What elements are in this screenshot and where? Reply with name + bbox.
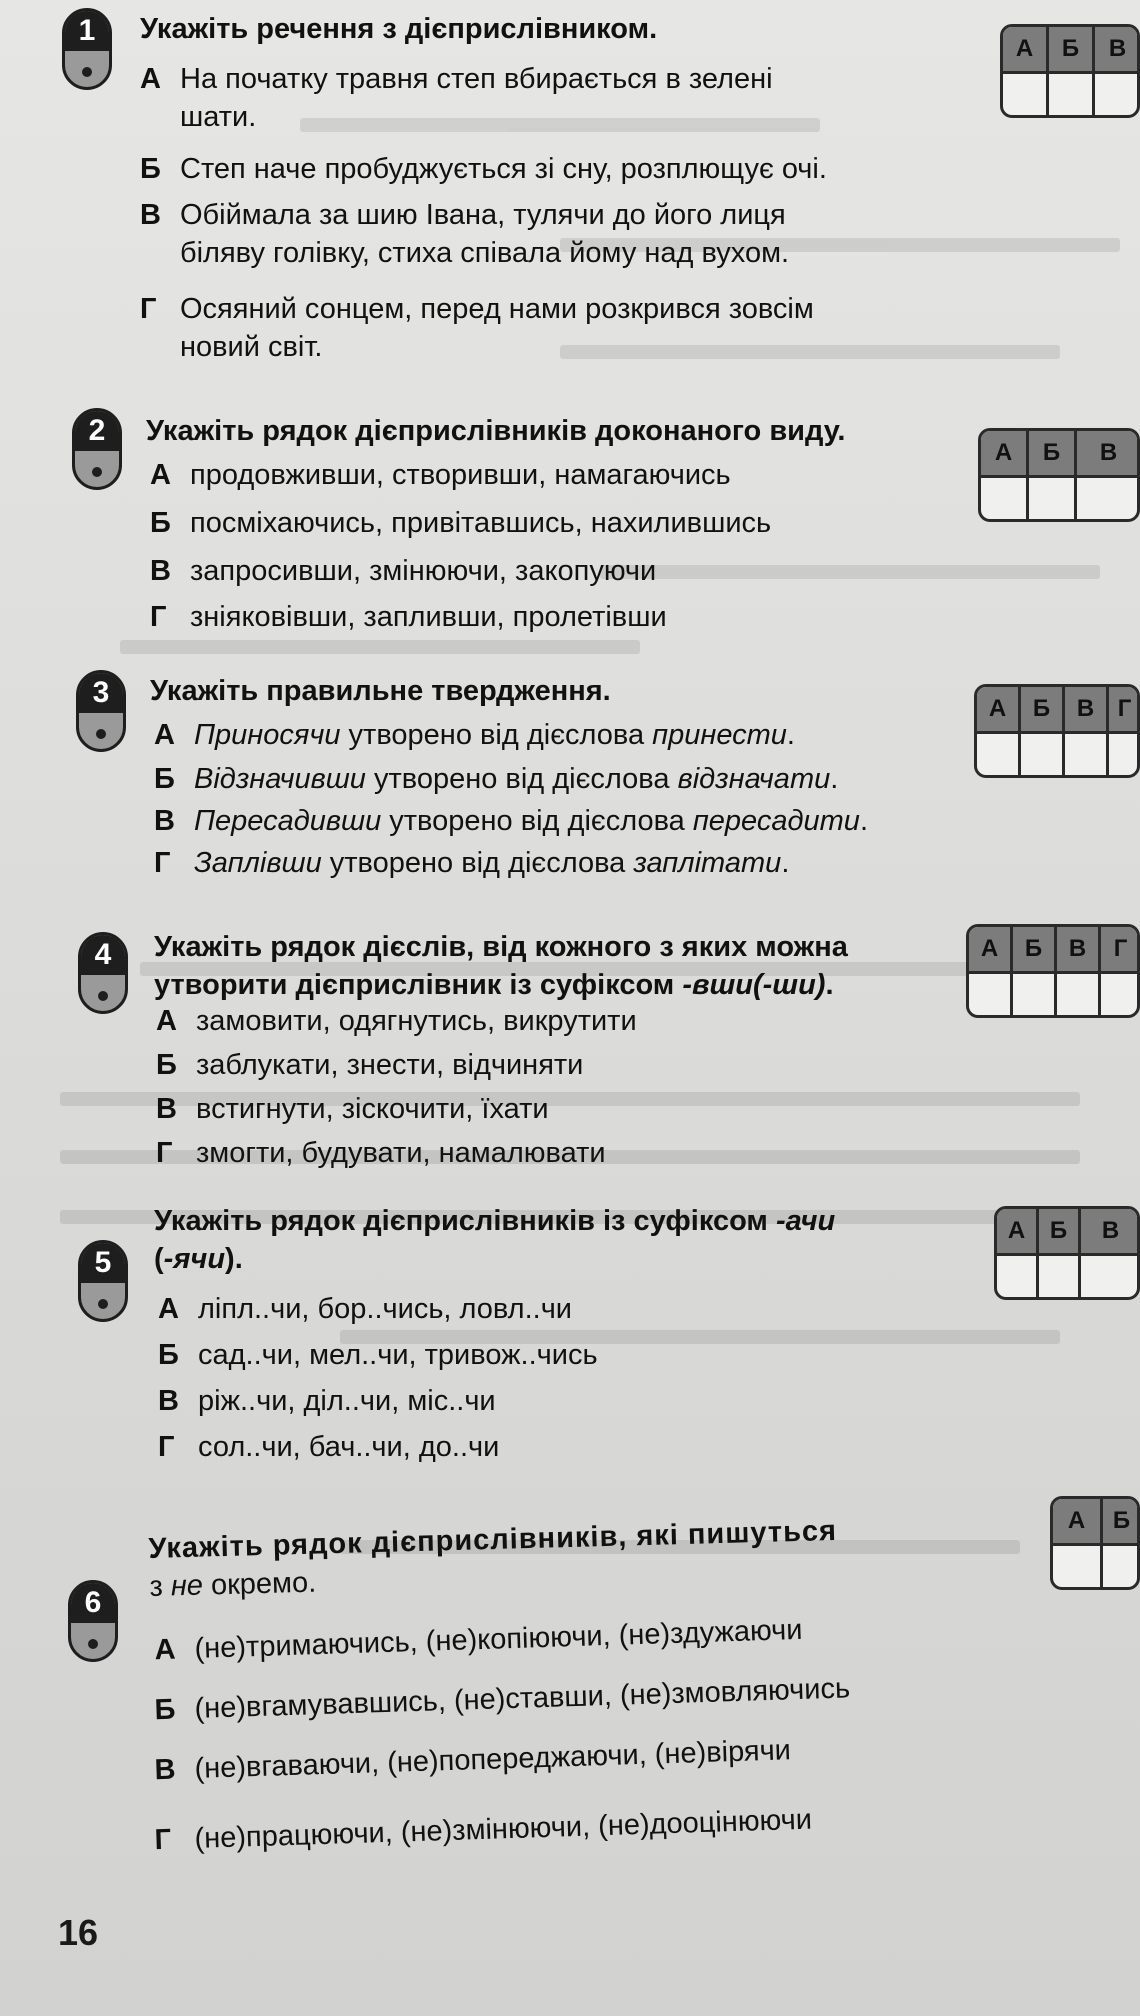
option-letter: Г	[154, 847, 171, 879]
answer-cell[interactable]	[1021, 731, 1065, 775]
question-text-line: Укажіть рядок дієслів, від кожного з яких можна	[154, 931, 848, 963]
answer-cell[interactable]	[1077, 475, 1140, 519]
question-text-end: окремо.	[202, 1566, 317, 1602]
option-a[interactable]	[156, 1002, 637, 1040]
option-text-line: новий світ.	[180, 331, 323, 363]
option-b[interactable]	[154, 760, 839, 798]
question-number-badge	[76, 670, 126, 752]
answer-grid-header: А	[981, 431, 1029, 475]
answer-cell[interactable]	[1053, 1543, 1103, 1587]
option-g[interactable]	[154, 844, 790, 882]
option-letter: Г	[154, 1823, 172, 1857]
option-text-line: заблукати, знести, відчиняти	[196, 1049, 584, 1081]
option-letter: Б	[150, 507, 171, 539]
question-text-part: з	[149, 1570, 172, 1603]
question-number: 2	[75, 411, 119, 451]
badge-dot-icon	[98, 1299, 108, 1309]
option-v[interactable]	[154, 802, 868, 840]
option-word: Приносячи	[194, 719, 341, 751]
option-a[interactable]	[154, 1611, 803, 1668]
option-text: утворено від дієслова	[340, 719, 653, 751]
badge-dot-icon	[96, 729, 106, 739]
option-v[interactable]	[156, 1090, 549, 1128]
option-text-line: ріж..чи, діл..чи, міс..чи	[198, 1385, 496, 1417]
answer-cell[interactable]	[981, 475, 1029, 519]
option-b[interactable]	[156, 1046, 584, 1084]
option-letter: Б	[154, 763, 175, 795]
answer-cell[interactable]	[1109, 731, 1140, 775]
question-number-badge	[72, 408, 122, 490]
question-text	[154, 928, 848, 1004]
option-g[interactable]	[150, 598, 667, 636]
option-text-line: (не)вгаваючи, (не)попереджаючи, (не)вірячи	[194, 1734, 792, 1785]
option-letter: А	[140, 63, 161, 95]
option-v[interactable]	[140, 196, 790, 272]
option-letter: Г	[158, 1431, 175, 1463]
answer-grid	[994, 1206, 1140, 1300]
option-g[interactable]	[154, 1801, 813, 1858]
option-end: .	[781, 847, 790, 879]
question-text	[148, 1512, 838, 1606]
option-letter: А	[154, 719, 175, 751]
question-text-part: Укажіть рядок дієприслівників із суфіксом	[154, 1205, 776, 1237]
option-a[interactable]	[150, 456, 731, 494]
option-word: Пересадивши	[194, 805, 382, 837]
answer-grid-header: Б	[1021, 687, 1065, 731]
answer-grid-header: В	[1077, 431, 1140, 475]
answer-cell[interactable]	[1039, 1253, 1081, 1297]
option-text-line: сад..чи, мел..чи, тривож..чись	[198, 1339, 598, 1371]
option-letter: В	[156, 1093, 177, 1125]
question-number-badge	[68, 1580, 118, 1662]
option-text-line: Обіймала за шию Івана, тулячи до його лиця	[180, 199, 786, 231]
option-letter: А	[154, 1633, 177, 1667]
answer-cell[interactable]	[1103, 1543, 1140, 1587]
question-text	[154, 1202, 835, 1278]
answer-grid	[978, 428, 1140, 522]
option-text-line: запросивши, змінюючи, закопуючи	[190, 555, 657, 587]
option-text-line: (не)працюючи, (не)змінюючи, (не)дооцінюючи	[194, 1803, 813, 1855]
option-text-line: продовживши, створивши, намагаючись	[190, 459, 731, 491]
answer-cell[interactable]	[1029, 475, 1077, 519]
badge-dot-icon	[98, 991, 108, 1001]
question-number: 4	[81, 935, 125, 975]
option-letter: Г	[140, 293, 157, 325]
badge-dot-icon	[92, 467, 102, 477]
option-g[interactable]	[156, 1134, 606, 1172]
answer-cell[interactable]	[1101, 971, 1140, 1015]
question-number-badge	[78, 932, 128, 1014]
option-text-line: (не)вгамувавшись, (не)ставши, (не)змовляючись	[194, 1672, 851, 1725]
option-b[interactable]	[140, 150, 827, 188]
option-letter: Г	[156, 1137, 173, 1169]
question-text-line	[154, 1202, 835, 1240]
answer-cell[interactable]	[997, 1253, 1039, 1297]
answer-cell[interactable]	[977, 731, 1021, 775]
option-g[interactable]	[140, 290, 814, 366]
answer-grid	[1050, 1496, 1140, 1590]
question-text-end: ).	[225, 1243, 243, 1275]
option-a[interactable]	[140, 60, 773, 136]
option-b[interactable]	[154, 1669, 851, 1728]
suffix: -вши(-ши)	[682, 969, 826, 1001]
option-verb: відзначати	[677, 763, 831, 795]
question-number: 6	[71, 1583, 115, 1623]
option-word: Відзначивши	[194, 763, 366, 795]
option-text-line: (не)тримаючись, (не)копіюючи, (не)здужаючи	[194, 1613, 803, 1665]
option-text: утворено від дієслова	[321, 847, 634, 879]
answer-cell[interactable]	[1095, 71, 1140, 115]
question-number: 5	[81, 1243, 125, 1283]
question-number-badge	[62, 8, 112, 90]
question-number: 1	[65, 11, 109, 51]
option-word: Заплівши	[194, 847, 322, 879]
question-text-part: утворити дієприслівник із суфіксом	[154, 969, 683, 1001]
badge-dot-icon	[82, 67, 92, 77]
answer-cell[interactable]	[1013, 971, 1057, 1015]
option-text-line: шати.	[180, 101, 257, 133]
answer-cell[interactable]	[1049, 71, 1095, 115]
answer-grid-header: Б	[1049, 27, 1095, 71]
question-text: Укажіть речення з дієприслівником.	[140, 13, 658, 45]
option-text-line: зніяковівши, запливши, пролетівши	[190, 601, 667, 633]
answer-grid-header: Г	[1109, 687, 1140, 731]
question-text-end: .	[825, 969, 834, 1001]
option-g[interactable]	[158, 1428, 500, 1466]
option-letter: А	[156, 1005, 177, 1037]
option-verb: заплітати	[633, 847, 782, 879]
question-text-part: (	[154, 1243, 164, 1275]
option-v[interactable]	[150, 552, 657, 590]
question-text-line: Укажіть рядок дієприслівників, які пишуться	[148, 1514, 838, 1565]
answer-grid-header: Б	[1029, 431, 1077, 475]
answer-grid-header: А	[969, 927, 1013, 971]
option-text: утворено від дієслова	[381, 805, 693, 837]
option-letter: А	[150, 459, 171, 491]
option-letter: Б	[154, 1693, 176, 1727]
option-b[interactable]	[158, 1336, 598, 1374]
particle: не	[170, 1569, 204, 1603]
question-text: Укажіть правильне твердження.	[150, 675, 611, 707]
option-text-line: біляву голівку, стиха співала йому над вухом.	[180, 237, 790, 269]
option-letter: Б	[158, 1339, 179, 1371]
page-number: 16	[58, 1912, 99, 1953]
answer-grid	[1000, 24, 1140, 118]
answer-grid-header: В	[1065, 687, 1109, 731]
option-verb: принести	[652, 719, 787, 751]
option-end: .	[859, 805, 868, 837]
option-letter: Г	[150, 601, 167, 633]
question-text-line	[154, 966, 848, 1004]
answer-grid-header: А	[1053, 1499, 1103, 1543]
option-letter: В	[150, 555, 171, 587]
option-b[interactable]	[150, 504, 772, 542]
answer-cell[interactable]	[1057, 971, 1101, 1015]
option-letter: Б	[156, 1049, 177, 1081]
answer-grid-header: Б	[1013, 927, 1057, 971]
answer-cell[interactable]	[1003, 71, 1049, 115]
answer-grid-header: А	[977, 687, 1021, 731]
option-v[interactable]	[154, 1731, 792, 1788]
option-text-line: Осяяний сонцем, перед нами розкрився зовсім	[180, 293, 814, 325]
option-text-line: ліпл..чи, бор..чись, ловл..чи	[198, 1293, 572, 1325]
option-letter: В	[158, 1385, 179, 1417]
answer-grid-header: В	[1081, 1209, 1140, 1253]
option-letter: Б	[140, 153, 161, 185]
option-a[interactable]	[154, 716, 795, 754]
option-v[interactable]	[158, 1382, 496, 1420]
option-letter: В	[154, 1753, 177, 1787]
answer-grid-header: Б	[1103, 1499, 1140, 1543]
option-end: .	[786, 719, 795, 751]
option-end: .	[830, 763, 839, 795]
answer-grid-header: В	[1095, 27, 1140, 71]
answer-grid	[974, 684, 1140, 778]
answer-grid-header: А	[1003, 27, 1049, 71]
option-text-line: встигнути, зіскочити, їхати	[196, 1093, 549, 1125]
option-letter: В	[140, 199, 161, 231]
suffix: -ачи	[775, 1205, 836, 1237]
answer-cell[interactable]	[1065, 731, 1109, 775]
answer-grid	[966, 924, 1140, 1018]
answer-grid-header: А	[997, 1209, 1039, 1253]
suffix: -ячи	[163, 1243, 226, 1275]
option-text-line: сол..чи, бач..чи, до..чи	[198, 1431, 500, 1463]
option-text-line: замовити, одягнутись, викрутити	[196, 1005, 637, 1037]
option-letter: А	[158, 1293, 179, 1325]
option-text: утворено від дієслова	[365, 763, 678, 795]
question-number-badge	[78, 1240, 128, 1322]
answer-grid-header: Б	[1039, 1209, 1081, 1253]
answer-cell[interactable]	[969, 971, 1013, 1015]
option-letter: В	[154, 805, 175, 837]
option-verb: пересадити	[692, 805, 860, 837]
option-text-line: змогти, будувати, намалювати	[196, 1137, 606, 1169]
answer-cell[interactable]	[1081, 1253, 1140, 1297]
question-number: 3	[79, 673, 123, 713]
option-a[interactable]	[158, 1290, 572, 1328]
option-text-line: Степ наче пробуджується зі сну, розплющує очі.	[180, 153, 827, 185]
question-text: Укажіть рядок дієприслівників доконаного виду.	[146, 415, 846, 447]
option-text-line: посміхаючись, привітавшись, нахилившись	[190, 507, 772, 539]
badge-dot-icon	[88, 1639, 98, 1649]
option-text-line: На початку травня степ вбирається в зелені	[180, 63, 773, 95]
question-text-line	[154, 1240, 835, 1278]
answer-grid-header: В	[1057, 927, 1101, 971]
answer-grid-header: Г	[1101, 927, 1140, 971]
